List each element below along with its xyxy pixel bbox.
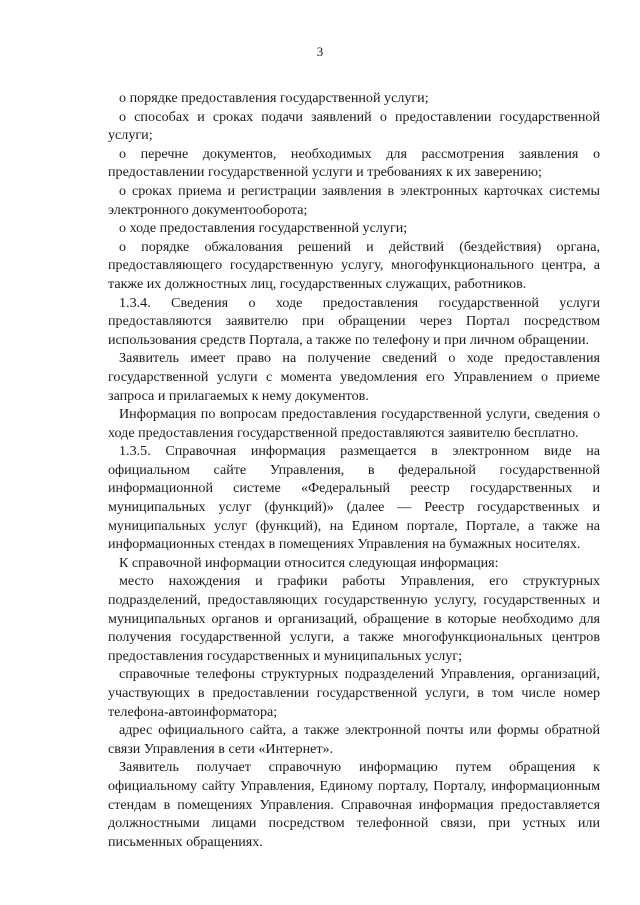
paragraph: справочные телефоны структурных подразделений Управления, организаций, участвующих в предоставлении государственной услуги, в том числе номер телефона-автоинформатора; [108,666,600,720]
paragraph: адрес официального сайта, а также электронной почты или формы обратной связи Управления в сети «Интернет». [108,722,600,757]
paragraph: о способах и сроках подачи заявлений о предоставлении государственной услуги; [108,108,600,144]
paragraph: К справочной информации относится следующая информация: [119,554,499,571]
document-body [108,89,600,851]
paragraph: о перечне документов, необходимых для рассмотрения заявления о предоставлении государственной услуги и требованиях к их заверению; [108,145,600,181]
paragraph: о ходе предоставления государственной услуги; [119,220,408,237]
paragraph: Заявитель получает справочную информацию путем обращения к официальному сайту Управления, Единому порталу, Порталу, информационным стендам в помещениях Управления. Справочная информация предоставляется должностными лицами посредством телефонной связи, при устных или письменных обращениях. [108,759,600,850]
paragraph: Информация по вопросам предоставления государственной услуги, сведения о ходе предоставления государственной предоставляются заявителю бесплатно. [108,406,600,441]
paragraph: 1.3.4. Сведения о ходе предоставления государственной услуги предоставляются заявителю при обращении через Портал посредством использования средств Портала, а также по телефону и при личном обращении. [108,294,600,348]
paragraph: о сроках приема и регистрации заявления в электронных карточках системы электронного документооборота; [108,182,600,218]
paragraph: о порядке предоставления государственной услуги; [119,90,429,106]
paragraph: место нахождения и графики работы Управления, его структурных подразделений, предоставляющих государственную услугу, государственных и муниципальных органов и организаций, обращение в которые необходимо для получения государственной услуги, а также многофункциональных центров предоставления государственных и муниципальных услуг; [108,573,600,664]
paragraph: о порядке обжалования решений и действий (бездействия) органа, предоставляющего государственную услугу, многофункционального центра, а также их должностных лиц, государственных служащих, работников. [108,238,600,292]
paragraph: Заявитель имеет право на получение сведений о ходе предоставления государственной услуги с момента уведомления его Управлением о приеме запроса и прилагаемых к нему документов. [108,350,600,404]
page-number: 3 [316,44,324,59]
paragraph: 1.3.5. Справочная информация размещается в электронном виде на официальном сайте Управления, в федеральной государственной информационной системе «Федеральный реестр государственных и муниципальных услуг (функций)» (далее — Реестр государственных и муниципальных услуг (функций), на Едином портале, Портале, а также на информационных стендах в помещениях Управления на бумажных носителях. [108,443,600,553]
